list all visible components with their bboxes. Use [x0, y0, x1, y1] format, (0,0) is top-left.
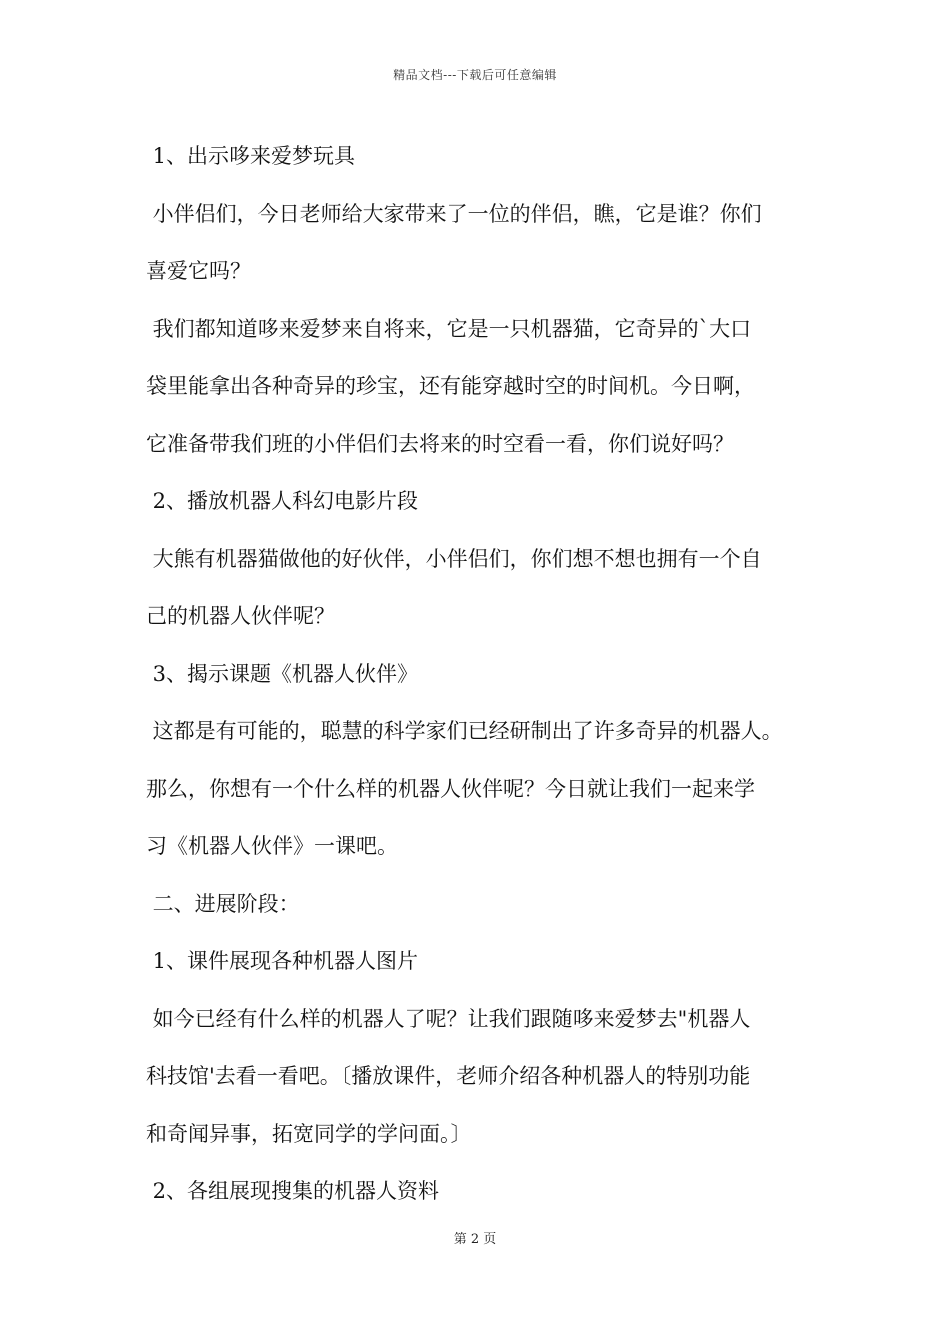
text-line: 习《机器人伙伴》一课吧。: [146, 834, 398, 858]
text-line: 袋里能拿出各种奇异的珍宝，还有能穿越时空的时间机。今日啊，: [146, 374, 755, 398]
text-line: 科技馆'去看一看吧。〔播放课件，老师介绍各种机器人的特别功能: [146, 1064, 751, 1088]
text-line: 2、各组展现搜集的机器人资料: [146, 1179, 440, 1203]
text-line: 我们都知道哆来爱梦来自将来，它是一只机器猫，它奇异的`大口: [146, 316, 752, 341]
text-line: 3、揭示课题《机器人伙伴》: [146, 661, 419, 686]
text-line: 己的机器人伙伴呢？: [146, 604, 335, 628]
text-line: 喜爱它吗？: [146, 259, 251, 283]
text-line: 1、出示哆来爱梦玩具: [146, 144, 356, 168]
text-line: 这都是有可能的，聪慧的科学家们已经研制出了许多奇异的机器人。: [146, 719, 783, 743]
text-line: 2、播放机器人科幻电影片段: [146, 489, 419, 513]
document-body: [146, 128, 816, 1221]
text-line: 二、进展阶段：: [146, 891, 300, 916]
text-line: 和奇闻异事，拓宽同学的学问面。〕: [146, 1121, 472, 1146]
text-line: 小伴侣们，今日老师给大家带来了一位的伴侣，瞧，它是谁？你们: [146, 201, 762, 226]
text-line: 它准备带我们班的小伴侣们去将来的时空看一看，你们说好吗？: [146, 431, 734, 456]
text-line: 大熊有机器猫做他的好伙伴，小伴侣们，你们想不想也拥有一个自: [146, 546, 762, 571]
page-number: 第 2 页: [453, 1232, 497, 1247]
text-line: 那么，你想有一个什么样的机器人伙伴呢？今日就让我们一起来学: [146, 776, 755, 801]
text-line: 如今已经有什么样的机器人了呢？让我们跟随哆来爱梦去"机器人: [146, 1006, 751, 1031]
text-line: 1、课件展现各种机器人图片: [146, 949, 419, 973]
page-header: 精品文档---下载后可任意编辑: [393, 68, 557, 82]
